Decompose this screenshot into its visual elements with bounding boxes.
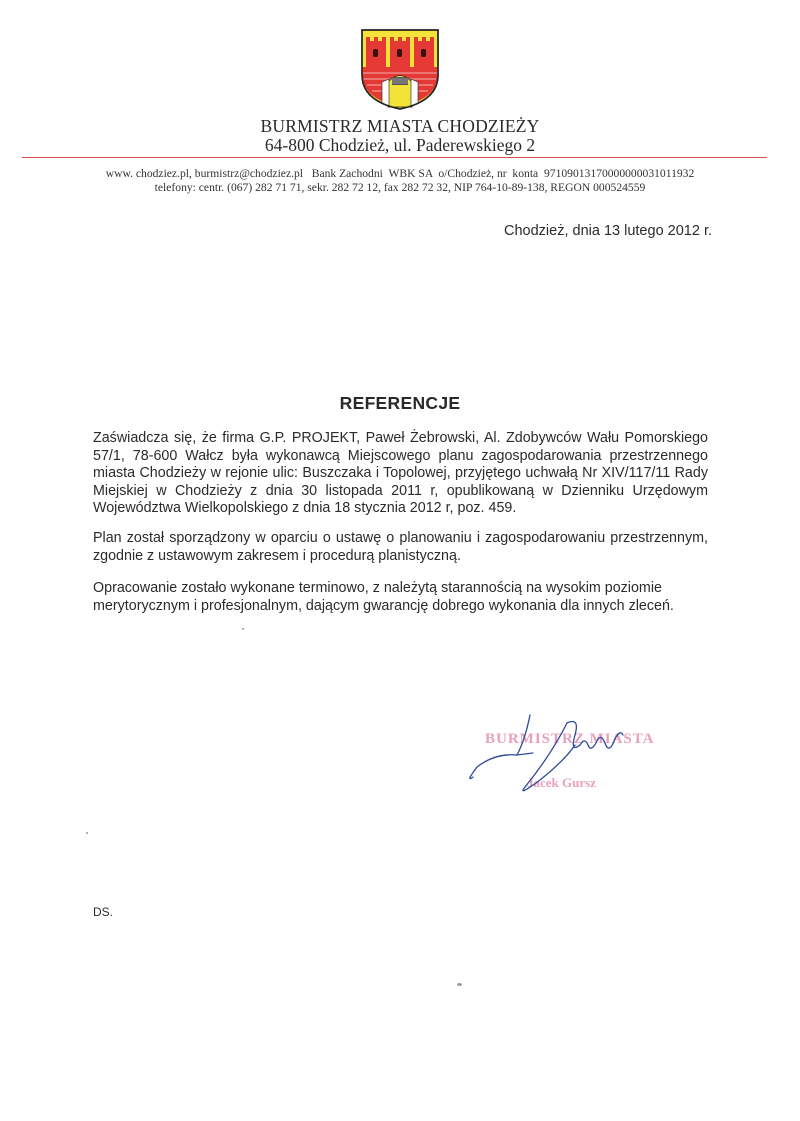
contact-line-web-bank: www. chodziez.pl, burmistrz@chodziez.pl Bank Zachodni WBK SA o/Chodzież, nr konta 97109013170000000031011932 — [105, 167, 695, 180]
issuer-title: BURMISTRZ MIASTA CHODZIEŻY — [260, 116, 540, 136]
stamp-title: BURMISTRZ MIASTA — [485, 731, 655, 747]
paragraph-plan: Plan został sporządzony w oparciu o ustawę o planowaniu i zagospodarowaniu przestrzennym, zgodnie z ustawowym zakresem i procedurą planistyczną. — [93, 530, 708, 564]
coat-of-arms-icon — [358, 27, 442, 111]
scan-speck — [86, 832, 88, 834]
paragraph-assessment: Opracowanie zostało wykonane terminowo, z należytą starannością na wysokim poziomie merytorycznym i profesjonalnym, dającym gwarancję dobrego wykonania dla innych zleceń. — [93, 580, 674, 614]
scan-speck — [242, 628, 244, 630]
footer-initials: DS. — [93, 905, 114, 919]
stamp-name: Jacek Gursz — [527, 775, 596, 790]
paragraph-certification: Zaświadcza się, że firma G.P. PROJEKT, Paweł Żebrowski, Al. Zdobywców Wału Pomorskiego 57/1, 78-600 Wałcz była wykonawcą Miejscowego planu zagospodarowania przestrzennego miasta Chodzieży w rejonie ulic: Buszczaka i Topolowej, przyjętego uchwałą Nr XIV/117/11 Rady Miejskiej w Chodzieży z dnia 30 listopada 2011 r, opublikowaną w Dzienniku Urzędowym Województwa Wielkopolskiego z dnia 18 stycznia 2012 r, poz. 459. — [93, 430, 708, 517]
letter-heading: REFERENCJE — [339, 393, 461, 413]
scan-speck — [457, 983, 462, 986]
contact-line-phone-ids: telefony: centr. (067) 282 71 71, sekr. 282 72 12, fax 282 72 32, NIP 764-10-89-138, REGON 000524559 — [154, 181, 646, 194]
issuer-address: 64-800 Chodzież, ul. Paderewskiego 2 — [264, 135, 536, 155]
place-and-date: Chodzież, dnia 13 lutego 2012 r. — [504, 223, 712, 239]
header-divider — [22, 157, 767, 158]
stamp-and-signature — [455, 705, 685, 805]
